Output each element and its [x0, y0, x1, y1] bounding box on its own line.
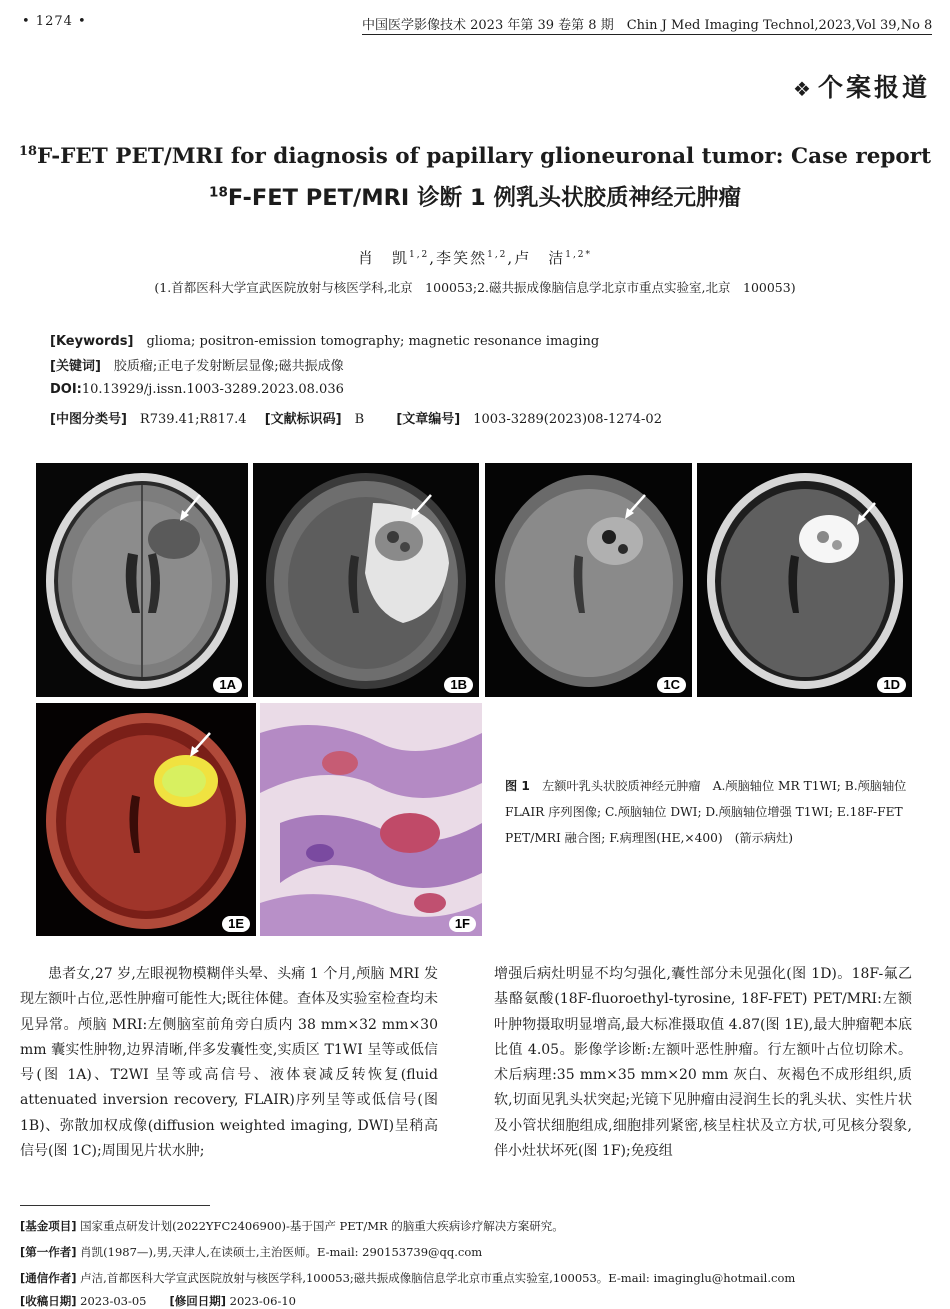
body-paragraph: 患者女,27 岁,左眼视物模糊伴头晕、头痛 1 个月,颅脑 MRI 发现左额叶占位,恶性肿瘤可能性大;既往体健。查体及实验室检查均未见异常。颅脑 MRI:左侧脑室前角旁白质内 38 mm×32 mm×30 mm 囊实性肿物,边界清晰,伴多发囊性变,实质区 T1WI 呈等或低信号(图 1A)、T2WI 呈等或高信号、液体衰减反转恢复(fluid attenuated inversion recovery, FLAIR)序列呈等或低信号(图 1B)、弥散加权成像(diffusion weighted imaging, DWI)呈稍高信号(图 1C);周围见片状水肿;	[20, 966, 438, 1160]
figure-caption	[505, 773, 910, 851]
author-separator: ,	[507, 249, 515, 267]
body-column-right	[494, 962, 912, 1164]
keywords-cn-label: [关键词]	[50, 359, 101, 374]
panel-label: 1F	[449, 916, 476, 932]
histology-image	[260, 703, 482, 936]
figure-panel-1f	[260, 703, 482, 936]
author-affil: 1,2*	[565, 250, 593, 260]
title-cn-text: F-FET PET/MRI 诊断 1 例乳头状胶质神经元肿瘤	[227, 185, 741, 211]
figure-panel-1e	[36, 703, 256, 936]
author-name: 肖 凯	[357, 249, 409, 267]
author-name: 李笑然	[436, 249, 488, 267]
footnote-fund	[20, 1218, 564, 1234]
section-label-text: 个案报道	[817, 73, 930, 102]
panel-label: 1C	[657, 677, 686, 693]
article-no-label: [文章编号]	[396, 412, 461, 427]
received-value: 2023-03-05	[80, 1294, 147, 1308]
running-header: 中国医学影像技术 2023 年第 39 卷第 8 期 Chin J Med Imaging Technol,2023,Vol 39,No 8	[362, 18, 933, 33]
figure-panel-1a	[36, 463, 248, 697]
keywords-en-label: [Keywords]	[50, 334, 134, 349]
doi-value: 10.13929/j.issn.1003-3289.2023.08.036	[81, 382, 344, 397]
author-affil: 1,2	[408, 250, 430, 260]
first-author-label: [第一作者]	[20, 1245, 77, 1259]
author-list	[0, 247, 950, 268]
footnote-corresponding	[20, 1270, 795, 1286]
clc-value: R739.41;R817.4	[139, 412, 247, 427]
title-cn-isotope: 18	[209, 184, 228, 201]
t1wi-image	[36, 463, 248, 697]
panel-label: 1E	[222, 916, 250, 932]
article-no-value: 1003-3289(2023)08-1274-02	[473, 412, 662, 427]
doc-code-value: B	[354, 412, 365, 427]
classification-row	[50, 408, 662, 427]
revised-label: [修回日期]	[169, 1294, 226, 1308]
doi	[50, 382, 344, 397]
dwi-image	[485, 463, 692, 697]
fund-label: [基金项目]	[20, 1219, 77, 1233]
corresponding-label: [通信作者]	[20, 1271, 77, 1285]
keywords-cn	[50, 355, 344, 374]
keywords-cn-value: 胶质瘤;正电子发射断层显像;磁共振成像	[113, 359, 344, 374]
pet-mri-fusion-image	[36, 703, 256, 936]
four-diamond-icon: ❖	[793, 77, 814, 101]
figure-panel-1d	[697, 463, 912, 697]
title-en-isotope: 18	[18, 143, 37, 159]
author-affil: 1,2	[487, 250, 508, 260]
body-column-left	[20, 962, 438, 1164]
title-en-text: F-FET PET/MRI for diagnosis of papillary glioneuronal tumor: Case report	[36, 144, 932, 169]
panel-label: 1D	[877, 677, 906, 693]
figure-panel-1c	[485, 463, 692, 697]
title-chinese	[0, 180, 950, 212]
section-label	[793, 68, 930, 104]
keywords-en	[50, 330, 599, 349]
affiliations: (1.首都医科大学宣武医院放射与核医学科,北京 100053;2.磁共振成像脑信息学北京市重点实验室,北京 100053)	[154, 280, 796, 295]
footnote-rule	[20, 1205, 210, 1206]
page-number: • 1274 •	[22, 14, 87, 29]
revised-value: 2023-06-10	[229, 1294, 296, 1308]
corresponding-value: 卢洁,首都医科大学宣武医院放射与核医学科,100053;磁共振成像脑信息学北京市重点实验室,100053。E-mail: imaginglu@hotmail.com	[80, 1271, 796, 1285]
fund-value: 国家重点研发计划(2022YFC2406900)-基于国产 PET/MR 的脑重大疾病诊疗解决方案研究。	[80, 1219, 564, 1233]
body-paragraph: 增强后病灶明显不均匀强化,囊性部分未见强化(图 1D)。18F-氟乙基酪氨酸(18F-fluoroethyl-tyrosine, 18F-FET) PET/MRI:左额叶肿物摄取明显增高,最大标准摄取值 4.87(图 1E),最大肿瘤靶本底比值 4.05。影像学诊断:左额叶恶性肿瘤。行左额叶占位切除术。术后病理:35 mm×35 mm×20 mm 灰白、灰褐色不成形组织,质软,切面见乳头状突起;光镜下见肿瘤由浸润生长的乳头状、实性片状及小管状细胞组成,细胞排列紧密,核呈柱状及立方状,可见核分裂象,伴小灶状坏死(图 1F);免疫组	[494, 966, 912, 1160]
caption-text: 左额叶乳头状胶质神经元肿瘤 A.颅脑轴位 MR T1WI; B.颅脑轴位 FLAIR 序列图像; C.颅脑轴位 DWI; D.颅脑轴位增强 T1WI; E.18F-FET PET/MRI 融合图; F.病理图(HE,×400) (箭示病灶)	[505, 779, 907, 845]
title-english	[0, 144, 950, 169]
first-author-value: 肖凯(1987—),男,天津人,在读硕士,主治医师。E-mail: 290153739@qq.com	[80, 1245, 483, 1259]
panel-label: 1A	[213, 677, 242, 693]
panel-label: 1B	[444, 677, 473, 693]
footnote-first-author	[20, 1244, 482, 1260]
author-separator: ,	[429, 249, 437, 267]
figure-panel-1b	[253, 463, 479, 697]
caption-label: 图 1	[505, 779, 530, 793]
clc-label: [中图分类号]	[50, 412, 127, 427]
header-rule	[362, 34, 932, 35]
doi-label: DOI:	[50, 382, 82, 397]
flair-image	[253, 463, 479, 697]
doc-code-label: [文献标识码]	[264, 412, 342, 427]
enhanced-t1wi-image	[697, 463, 912, 697]
keywords-en-value: glioma; positron-emission tomography; magnetic resonance imaging	[146, 334, 600, 349]
received-label: [收稿日期]	[20, 1294, 77, 1308]
author-name: 卢 洁	[514, 249, 566, 267]
